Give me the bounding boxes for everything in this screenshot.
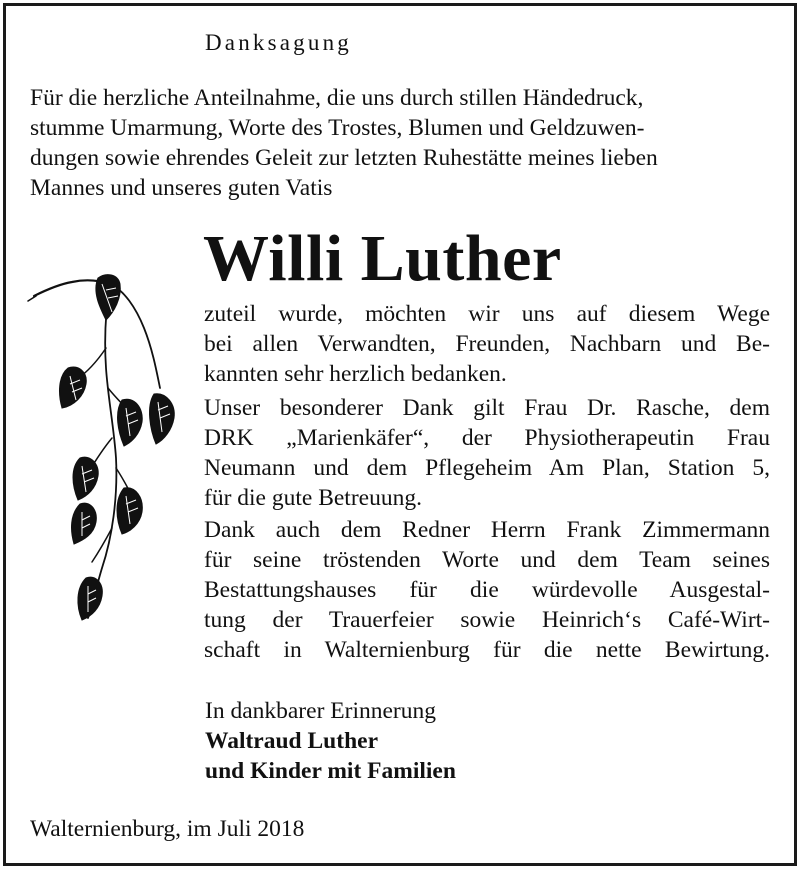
body-line: Unser besonderer Dank gilt Frau Dr. Rasche, dem bbox=[204, 395, 770, 421]
place-date: Walternienburg, im Juli 2018 bbox=[30, 816, 305, 842]
body-line: DRK „Marienkäfer“, der Physiotherapeutin Frau bbox=[204, 425, 770, 451]
body-line: bei allen Verwandten, Freunden, Nachbarn und Be- bbox=[204, 331, 770, 357]
body-line: kannten sehr herzlich bedanken. bbox=[204, 361, 507, 387]
body-line: für seine tröstenden Worte und dem Team seines bbox=[204, 547, 770, 573]
intro-line: stumme Umarmung, Worte des Trostes, Blumen und Geldzuwen- bbox=[30, 115, 645, 141]
body-line: Neumann und dem Pflegeheim Am Plan, Station 5, bbox=[204, 455, 770, 481]
body-line: zuteil wurde, möchten wir uns auf diesem Wege bbox=[204, 301, 770, 327]
closing-phrase: In dankbarer Erinnerung bbox=[205, 698, 436, 724]
intro-line: Mannes und unseres guten Vatis bbox=[30, 175, 333, 201]
signer-family: und Kinder mit Familien bbox=[205, 758, 456, 784]
body-line: für die gute Betreuung. bbox=[204, 485, 422, 511]
deceased-name: Willi Luther bbox=[203, 222, 562, 295]
notice-heading: Danksagung bbox=[205, 30, 352, 55]
intro-line: Für die herzliche Anteilnahme, die uns durch stillen Händedruck, bbox=[30, 85, 644, 111]
body-line: Dank auch dem Redner Herrn Frank Zimmermann bbox=[204, 517, 770, 543]
signer-name: Waltraud Luther bbox=[205, 728, 379, 754]
body-line: schaft in Walternienburg für die nette Bewirtung. bbox=[204, 637, 770, 663]
body-line: Bestattungshauses für die würdevolle Ausgestal- bbox=[204, 577, 770, 603]
intro-line: dungen sowie ehrendes Geleit zur letzten Ruhestätte meines lieben bbox=[30, 145, 658, 171]
leaf-branch-icon bbox=[26, 268, 196, 628]
body-line: tung der Trauerfeier sowie Heinrich‘s Café-Wirt- bbox=[204, 607, 770, 633]
